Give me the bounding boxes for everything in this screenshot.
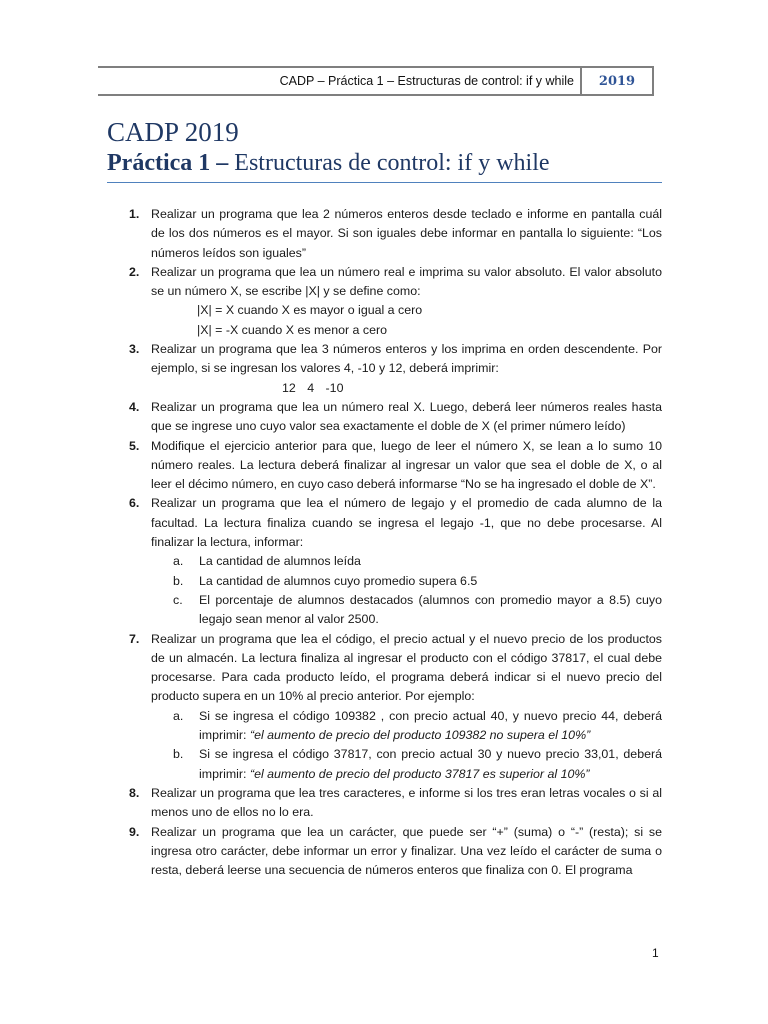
exercise-text: Modifique el ejercicio anterior para que, luego de leer el número X, se lean a lo sumo 10 número reales. La lectura deberá finalizar al ingresar un valor que sea el doble de X, o al leer el décimo número, en cuyo caso deberá informarse “No se ha ingresado el doble de X”. bbox=[151, 438, 662, 492]
exercise-text: Realizar un programa que lea un número real e imprima su valor absoluto. El valor absoluto se un número X, se escribe |X| y se define como: bbox=[151, 264, 662, 299]
exercise-text: Realizar un programa que lea 3 números enteros y los imprima en orden descendente. Por ejemplo, si se ingresan los valores 4, -10 y 12, deberá imprimir: bbox=[151, 342, 662, 376]
absolute-value-rule-1: |X| = X cuando X es mayor o igual a cero bbox=[197, 303, 423, 318]
exercise-text: Realizar un programa que lea el número de legajo y el promedio de cada alumno de la facultad. La lectura finaliza cuando se ingresa el legajo -1, que no debe procesarse. Al finalizar la lectura, informar: bbox=[151, 496, 662, 550]
exercise-number: 5. bbox=[129, 438, 140, 453]
exercise-text: Realizar un programa que lea un carácter, que puede ser “+” (suma) o “-” (resta); si se ingresa otro carácter, debe informar un error y finalizar. Una vez leído el carácter de suma o resta, deberá leerse una secuencia de números enteros que finaliza con 0. El programa bbox=[151, 824, 662, 878]
exercise-number: 1. bbox=[129, 207, 140, 221]
document-title: CADP 2019 bbox=[107, 117, 239, 147]
sub-item: a. Si se ingresa el código 109382 , con precio actual 40, y nuevo precio 44, deberá imprimir: “el aumento de precio del producto 109382 no supera el 10%” bbox=[173, 708, 662, 743]
exercise-item-2 bbox=[116, 263, 662, 340]
header-course-title: CADP – Práctica 1 – Estructuras de control: if y while bbox=[98, 68, 582, 94]
exercise-text: Realizar un programa que lea 2 números enteros desde teclado e informe en pantalla cuál de los dos números es el mayor. Si son iguales debe informar en pantalla lo siguiente: “Los números leídos son iguales” bbox=[151, 207, 662, 260]
exercise-number: 2. bbox=[129, 264, 140, 279]
sub-item: b. La cantidad de alumnos cuyo promedio supera 6.5 bbox=[173, 573, 478, 588]
exercise-list bbox=[116, 205, 662, 880]
document-subtitle bbox=[107, 148, 662, 183]
exercise-item-8 bbox=[116, 784, 662, 823]
exercise-item-6 bbox=[116, 494, 662, 629]
exercise-text: Realizar un programa que lea un número real X. Luego, deberá leer números reales hasta que se ingrese uno cuyo valor sea exactamente el doble de X (el primer número leído) bbox=[151, 399, 662, 434]
exercise-number: 4. bbox=[129, 399, 140, 414]
exercise-item-7 bbox=[116, 630, 662, 784]
exercise-item-9 bbox=[116, 823, 662, 881]
example-quote: “el aumento de precio del producto 37817 es superior al 10%” bbox=[249, 766, 590, 781]
exercise-text: Realizar un programa que lea el código, el precio actual y el nuevo precio de los productos de un almacén. La lectura finaliza al ingresar el producto con el código 37817, el cual debe procesarse. Para cada producto leído, el programa deberá indicar si el nuevo precio del producto supera en un 10% al precio anterior. Por ejemplo: bbox=[151, 631, 662, 704]
page-number: 1 bbox=[652, 946, 659, 960]
absolute-value-rule-2: |X| = -X cuando X es menor a cero bbox=[197, 322, 387, 337]
sub-item: c. El porcentaje de alumnos destacados (alumnos con promedio mayor a 8.5) cuyo legajo sean menor al valor 2500. bbox=[173, 592, 662, 627]
example-quote: “el aumento de precio del producto 109382 no supera el 10%” bbox=[249, 728, 591, 743]
exercise-item-3 bbox=[116, 340, 662, 398]
exercise-item-4 bbox=[116, 398, 662, 437]
exercise-item-5 bbox=[116, 437, 662, 495]
page-header bbox=[98, 66, 654, 96]
example-output: 12 4 -10 bbox=[282, 380, 344, 395]
exercise-number: 6. bbox=[129, 496, 140, 511]
exercise-item-1 bbox=[116, 205, 662, 263]
sub-item: b. Si se ingresa el código 37817, con precio actual 30 y nuevo precio 33,01, deberá imprimir: “el aumento de precio del producto 37817 es superior al 10%” bbox=[173, 747, 662, 781]
subtitle-rest: Estructuras de control: if y while bbox=[228, 150, 550, 176]
subtitle-bold: Práctica 1 – bbox=[107, 150, 229, 176]
title-block bbox=[107, 116, 662, 183]
exercise-text: Realizar un programa que lea tres caracteres, e informe si los tres eran letras vocales o si al menos uno de ellos no lo era. bbox=[151, 785, 662, 820]
exercise-number: 3. bbox=[129, 342, 140, 357]
exercise-number: 9. bbox=[129, 824, 140, 839]
header-year: 2019 bbox=[582, 68, 654, 94]
sub-item: a. La cantidad de alumnos leída bbox=[173, 554, 361, 569]
exercise-number: 8. bbox=[129, 785, 140, 800]
exercise-number: 7. bbox=[129, 631, 140, 646]
